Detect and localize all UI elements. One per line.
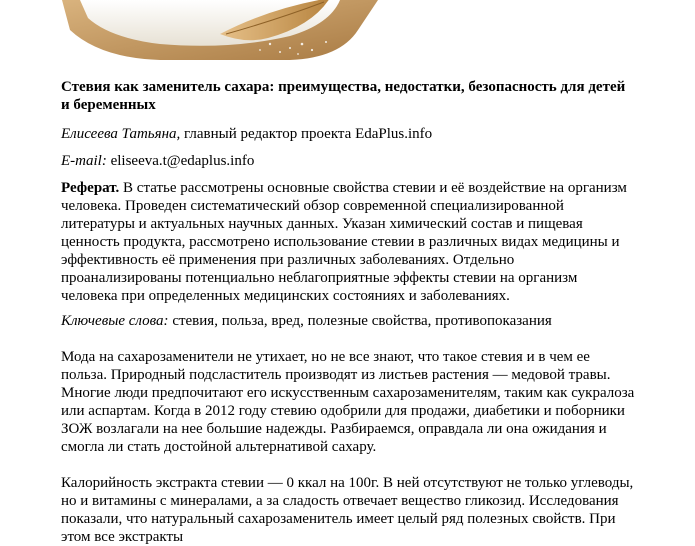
article-title: Стевия как заменитель сахара: преимущества, недостатки, безопасность для детей и беременных (61, 79, 626, 113)
keywords-text: стевия, польза, вред, полезные свойства, противопоказания (168, 313, 552, 329)
keywords-label: Ключевые слова: (61, 313, 169, 329)
abstract-label: Реферат. (61, 180, 120, 196)
body-paragraph-1: Мода на сахарозаменители не утихает, но не все знают, что такое стевия и в чем ее польза. Природный подсластитель производят из листьев растения — медовой травы. Многие люди предпочитают его искусственным сахарозаменителям, таким как сукралоза или аспартам. Когда в 2012 году стевию одобрили для продажи, диабетики и поборники ЗОЖ возлагали на нее большие надежды. Разбираемся, оправдала ли она ожидания и смогла ли стать достойной альтернативой сахару. (61, 349, 635, 455)
keywords (61, 312, 636, 330)
author-line (61, 125, 636, 143)
email-label: E-mail: (61, 153, 107, 169)
abstract (61, 179, 636, 305)
author-name: Елисеева Татьяна, (61, 126, 181, 142)
abstract-text: В статье рассмотрены основные свойства стевии и её воздействие на организм человека. Проведен систематический обзор современной специализированной литературы и актуальных научных данных. Указан химический состав и пищевая ценность продукта, рассмотрено использование стевии в различных видах медицины и эффективность её применения при различных заболеваниях. Отдельно проанализированы потенциально неблагоприятные эффекты стевии на организм человека при определенных медицинских состояниях и заболеваниях. (61, 180, 627, 304)
email-line (61, 152, 636, 170)
author-role: главный редактор проекта EdaPlus.info (180, 126, 433, 142)
article-body (61, 78, 636, 546)
email-value[interactable]: eliseeva.t@edaplus.info (106, 153, 255, 169)
stevia-powder-illustration (40, 0, 380, 64)
header-photo (40, 0, 380, 64)
body-paragraph-2: Калорийность экстракта стевии — 0 ккал на 100г. В ней отсутствуют не только углеводы, но и витамины с минералами, а за сладость отвечает вещество гликозид. Исследования показали, что натуральный сахарозаменитель имеет целый ряд полезных свойств. При этом все экстракты (61, 475, 634, 545)
